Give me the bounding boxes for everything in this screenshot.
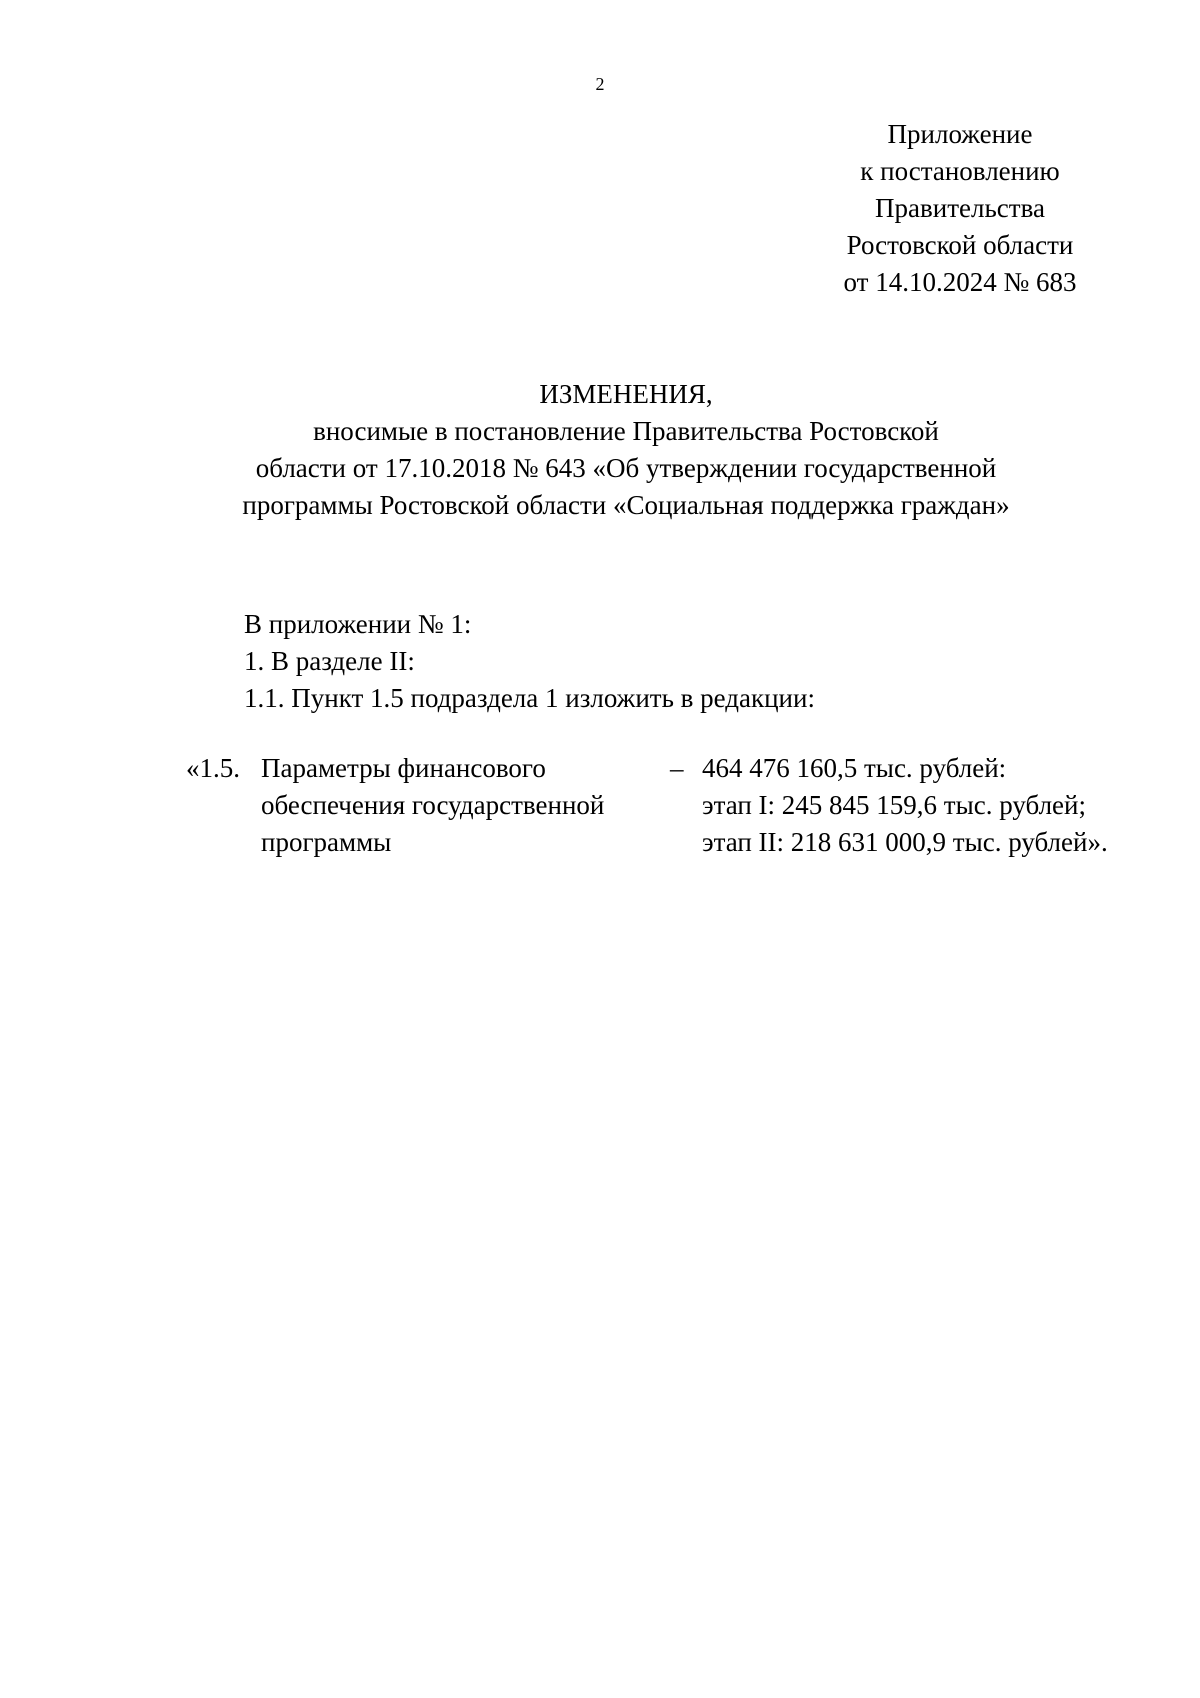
body-line-3: 1.1. Пункт 1.5 подраздела 1 изложить в редакции:	[244, 683, 815, 713]
document-subtitle-line-1: вносимые в постановление Правительства Ростовской	[313, 416, 939, 446]
body-line-2: 1. В разделе II:	[244, 646, 415, 676]
appendix-header	[800, 116, 1120, 301]
body-line-1: В приложении № 1:	[244, 609, 472, 639]
document-heading	[170, 376, 1082, 524]
appendix-region: Ростовской области	[846, 230, 1074, 260]
paragraph-value-stage-1: этап I: 245 845 159,6 тыс. рублей;	[702, 790, 1086, 820]
paragraph-value-total: 464 476 160,5 тыс. рублей:	[702, 753, 1007, 783]
paragraph-name	[261, 750, 661, 861]
paragraph-name-line-3: программы	[261, 827, 392, 857]
paragraph-dash: –	[670, 753, 684, 783]
appendix-government: Правительства	[875, 193, 1045, 223]
paragraph-value-stage-2: этап II: 218 631 000,9 тыс. рублей».	[702, 827, 1108, 857]
appendix-date-number: от 14.10.2024 № 683	[843, 267, 1077, 297]
paragraph-name-line-2: обеспечения государственной	[261, 790, 605, 820]
appendix-to-resolution: к постановлению	[860, 156, 1060, 186]
document-subtitle-line-2: области от 17.10.2018 № 643 «Об утверждении государственной	[255, 453, 997, 483]
paragraph-values	[702, 750, 1172, 861]
page-number: 2	[595, 74, 605, 94]
paragraph-number: «1.5.	[186, 753, 240, 783]
document-title: ИЗМЕНЕНИЯ,	[539, 379, 713, 409]
paragraph-name-line-1: Параметры финансового	[261, 753, 546, 783]
appendix-title: Приложение	[887, 119, 1033, 149]
paragraph-1-5	[0, 750, 1200, 870]
document-body	[244, 606, 1124, 717]
document-subtitle-line-3: программы Ростовской области «Социальная поддержка граждан»	[242, 490, 1010, 520]
